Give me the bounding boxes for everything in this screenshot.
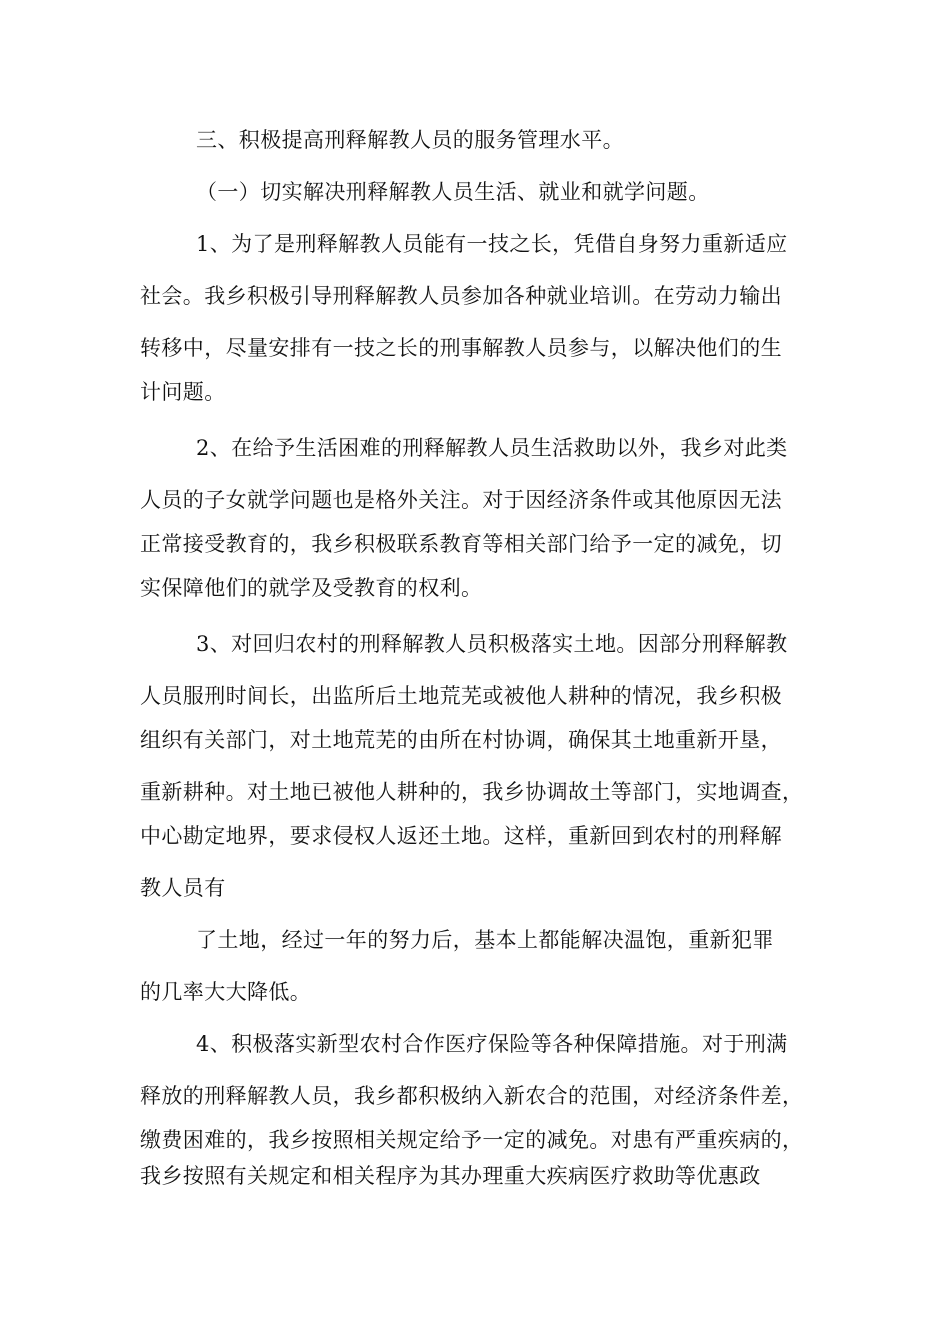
- paragraph-line: 计问题。: [140, 380, 226, 404]
- paragraph-line: 中心勘定地界，要求侵权人返还土地。这样，重新回到农村的刑释解: [140, 824, 782, 848]
- paragraph-line: 2、在给予生活困难的刑释解教人员生活救助以外，我乡对此类: [196, 436, 788, 460]
- paragraph-line: 重新耕种。对土地已被他人耕种的，我乡协调故土等部门，实地调查，: [140, 780, 804, 804]
- paragraph-line: 了土地，经过一年的努力后，基本上都能解决温饱，重新犯罪: [196, 928, 774, 952]
- paragraph-line: 释放的刑释解教人员，我乡都积极纳入新农合的范围，对经济条件差，: [140, 1084, 804, 1108]
- paragraph-line: 3、对回归农村的刑释解教人员积极落实土地。因部分刑释解教: [196, 632, 788, 656]
- subsection-heading: （一）切实解决刑释解教人员生活、就业和就学问题。: [196, 180, 710, 204]
- paragraph-line: 人员的子女就学问题也是格外关注。对于因经济条件或其他原因无法: [140, 488, 782, 512]
- paragraph-line: 人员服刑时间长，出监所后土地荒芜或被他人耕种的情况，我乡积极: [140, 684, 782, 708]
- paragraph-line: 缴费困难的，我乡按照相关规定给予一定的减免。对患有严重疾病的，: [140, 1128, 804, 1152]
- paragraph-line: 教人员有: [140, 876, 226, 900]
- paragraph-line: 的几率大大降低。: [140, 980, 312, 1004]
- paragraph-line: 1、为了是刑释解教人员能有一技之长，凭借自身努力重新适应: [196, 232, 788, 256]
- paragraph-line: 社会。我乡积极引导刑释解教人员参加各种就业培训。在劳动力输出: [140, 284, 782, 308]
- paragraph-line: 正常接受教育的，我乡积极联系教育等相关部门给予一定的减免，切: [140, 532, 782, 556]
- section-heading: 三、积极提高刑释解教人员的服务管理水平。: [196, 128, 624, 152]
- paragraph-line: 组织有关部门，对土地荒芜的由所在村协调，确保其土地重新开垦，: [140, 728, 782, 752]
- paragraph-line: 我乡按照有关规定和相关程序为其办理重大疾病医疗救助等优惠政: [140, 1164, 761, 1188]
- paragraph-line: 4、积极落实新型农村合作医疗保险等各种保障措施。对于刑满: [196, 1032, 788, 1056]
- paragraph-line: 转移中，尽量安排有一技之长的刑事解教人员参与，以解决他们的生: [140, 336, 782, 360]
- paragraph-line: 实保障他们的就学及受教育的权利。: [140, 576, 483, 600]
